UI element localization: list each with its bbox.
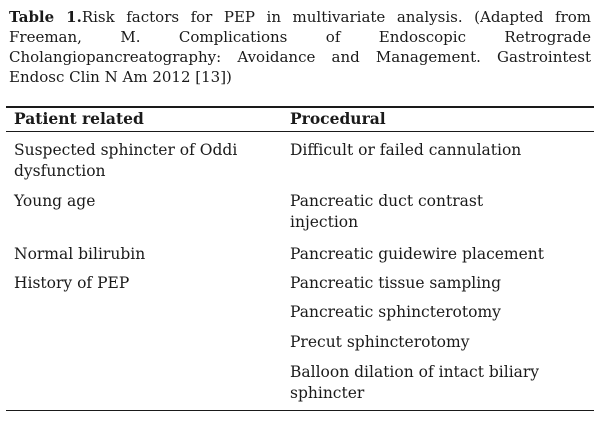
table-caption-text: Risk factors for PEP in multivariate analysis. (Adapted from Freeman, M. Complications of Endoscopic Retrograde Cholangiopancreatography: Avoidance and Management. Gastrointest Endosc Clin N Am 2012 [13]) bbox=[9, 8, 591, 86]
column-header-patient-related: Patient related bbox=[14, 109, 144, 128]
table-header-rule bbox=[6, 131, 594, 132]
table-label: Table 1. bbox=[9, 8, 82, 26]
patient-factor-young-age: Young age bbox=[14, 192, 96, 210]
procedural-factor-tissue-sampling: Pancreatic tissue sampling bbox=[290, 274, 502, 292]
procedural-factor-precut-sphincterotomy: Precut sphincterotomy bbox=[290, 333, 470, 351]
patient-factor-oddi-dysfunction: Suspected sphincter of Oddi dysfunction bbox=[14, 141, 238, 180]
procedural-factor-pancreatic-sphincterotomy: Pancreatic sphincterotomy bbox=[290, 303, 501, 321]
procedural-factor-contrast-injection: Pancreatic duct contrast injection bbox=[290, 192, 484, 231]
patient-factor-normal-bilirubin: Normal bilirubin bbox=[14, 245, 146, 263]
table-caption bbox=[9, 7, 591, 87]
table-bottom-rule bbox=[6, 410, 594, 411]
patient-factor-history-of-pep: History of PEP bbox=[14, 274, 130, 292]
procedural-factor-balloon-dilation: Balloon dilation of intact biliary sphincter bbox=[290, 363, 540, 402]
procedural-factor-guidewire-placement: Pancreatic guidewire placement bbox=[290, 245, 545, 263]
table-top-rule bbox=[6, 106, 594, 108]
procedural-factor-failed-cannulation: Difficult or failed cannulation bbox=[290, 141, 522, 159]
column-header-procedural: Procedural bbox=[290, 109, 386, 128]
